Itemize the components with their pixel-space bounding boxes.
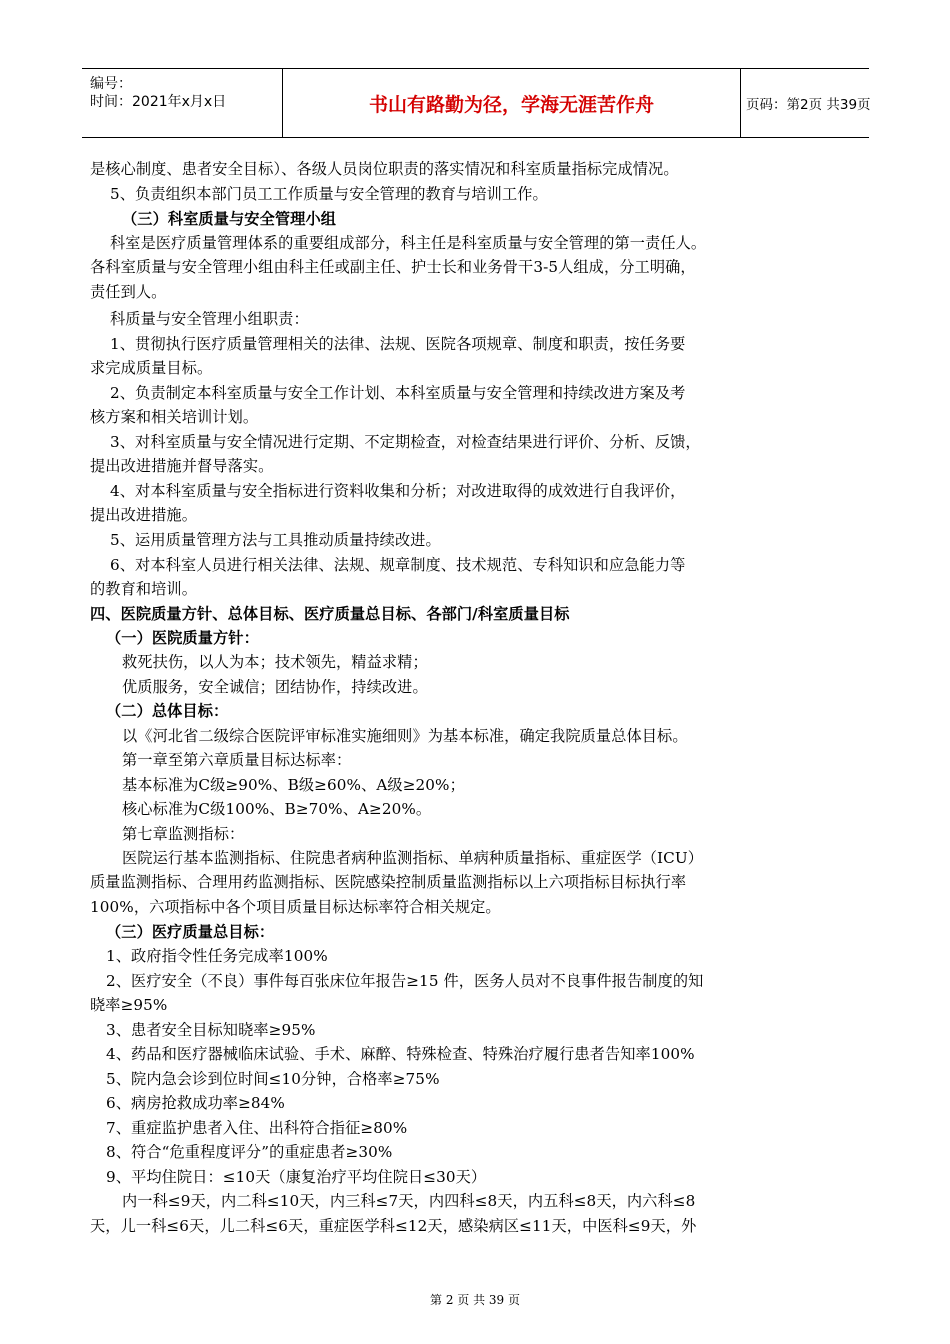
paragraph-line: 提出改进措施并督导落实。 (90, 457, 274, 475)
paragraph-line: 责任到人。 (90, 283, 167, 301)
paragraph-line: 8、符合“危重程度评分”的重症患者≥30% (106, 1143, 393, 1161)
paragraph-line: 1、政府指令性任务完成率100% (106, 947, 328, 965)
paragraph-line: 求完成质量目标。 (90, 359, 213, 377)
paragraph-line: 优质服务，安全诚信；团结协作，持续改进。 (122, 678, 428, 696)
paragraph-line: 2、负责制定本科室质量与安全工作计划、本科室质量与安全管理和持续改进方案及考 (110, 384, 686, 402)
paragraph-line: 以《河北省二级综合医院评审标准实施细则》为基本标准，确定我院质量总体目标。 (122, 727, 688, 745)
section-heading: （一）医院质量方针： (106, 629, 259, 647)
header-motto: 书山有路勤为径，学海无涯苦作舟 (282, 69, 741, 137)
paragraph-line: 是核心制度、患者安全目标）、各级人员岗位职责的落实情况和科室质量指标完成情况。 (90, 160, 679, 178)
page-footer: 第 2 页 共 39 页 (430, 1293, 520, 1307)
paragraph-line: 各科室质量与安全管理小组由科主任或副主任、护士长和业务骨干3-5人组成，分工明确， (90, 258, 696, 276)
section-heading: 四、医院质量方针、总体目标、医疗质量总目标、各部门/科室质量目标 (90, 605, 570, 623)
paragraph-line: 5、负责组织本部门员工工作质量与安全管理的教育与培训工作。 (110, 185, 548, 203)
paragraph-line: 3、对科室质量与安全情况进行定期、不定期检查，对检查结果进行评价、分析、反馈， (110, 433, 701, 451)
paragraph-line: 基本标准为C级≥90%、B级≥60%、A级≥20%； (122, 776, 465, 794)
paragraph-line: 6、对本科室人员进行相关法律、法规、规章制度、技术规范、专科知识和应急能力等 (110, 556, 686, 574)
paragraph-line: 晓率≥95% (90, 996, 168, 1014)
paragraph-line: 7、重症监护患者入住、出科符合指征≥80% (106, 1119, 408, 1137)
section-heading: （二）总体目标： (106, 702, 229, 720)
paragraph-line: 核心标准为C级100%、B≥70%、A≥20%。 (122, 800, 432, 818)
header-date: 时间：2021年x月x日 (90, 94, 227, 110)
paragraph-line: 第一章至第六章质量目标达标率： (122, 751, 352, 769)
paragraph-line: 100%，六项指标中各个项目质量目标达标率符合相关规定。 (90, 898, 501, 916)
paragraph-line: 核方案和相关培训计划。 (90, 408, 259, 426)
paragraph-line: 提出改进措施。 (90, 506, 198, 524)
paragraph-line: 救死扶伤，以人为本；技术领先，精益求精； (122, 653, 428, 671)
paragraph-line: 2、医疗安全（不良）事件每百张床位年报告≥15 件，医务人员对不良事件报告制度的知 (106, 972, 704, 990)
paragraph-line: 医院运行基本监测指标、住院患者病种监测指标、单病种质量指标、重症医学（ICU） (122, 849, 704, 867)
paragraph-line: 9、平均住院日：≤10天（康复治疗平均住院日≤30天） (106, 1168, 487, 1186)
paragraph-line: 天，儿一科≤6天，儿二科≤6天，重症医学科≤12天，感染病区≤11天，中医科≤9天，外 (90, 1217, 697, 1235)
header-info-cell (82, 69, 282, 137)
paragraph-line: 第七章监测指标： (122, 825, 245, 843)
page-header (82, 68, 869, 138)
paragraph-line: 5、院内急会诊到位时间≤10分钟，合格率≥75% (106, 1070, 440, 1088)
section-heading: （三）医疗质量总目标： (106, 923, 275, 941)
paragraph-line: 质量监测指标、合理用药监测指标、医院感染控制质量监测指标以上六项指标目标执行率 (90, 873, 687, 891)
paragraph-line: 科室是医疗质量管理体系的重要组成部分，科主任是科室质量与安全管理的第一责任人。 (110, 234, 707, 252)
paragraph-line: 3、患者安全目标知晓率≥95% (106, 1021, 316, 1039)
section-heading: （三）科室质量与安全管理小组 (122, 210, 337, 228)
paragraph-line: 的教育和培训。 (90, 580, 198, 598)
paragraph-line: 科质量与安全管理小组职责： (110, 310, 309, 328)
paragraph-line: 4、药品和医疗器械临床试验、手术、麻醉、特殊检查、特殊治疗履行患者告知率100% (106, 1045, 695, 1063)
paragraph-line: 6、病房抢救成功率≥84% (106, 1094, 285, 1112)
paragraph-line: 内一科≤9天，内二科≤10天，内三科≤7天，内四科≤8天，内五科≤8天，内六科≤8 (122, 1192, 696, 1210)
paragraph-line: 1、贯彻执行医疗质量管理相关的法律、法规、医院各项规章、制度和职责，按任务要 (110, 335, 686, 353)
header-page-number: 页码：第2页 共39页 (746, 97, 871, 113)
paragraph-line: 5、运用质量管理方法与工具推动质量持续改进。 (110, 531, 441, 549)
header-code: 编号： (90, 76, 132, 92)
paragraph-line: 4、对本科室质量与安全指标进行资料收集和分析；对改进取得的成效进行自我评价， (110, 482, 686, 500)
